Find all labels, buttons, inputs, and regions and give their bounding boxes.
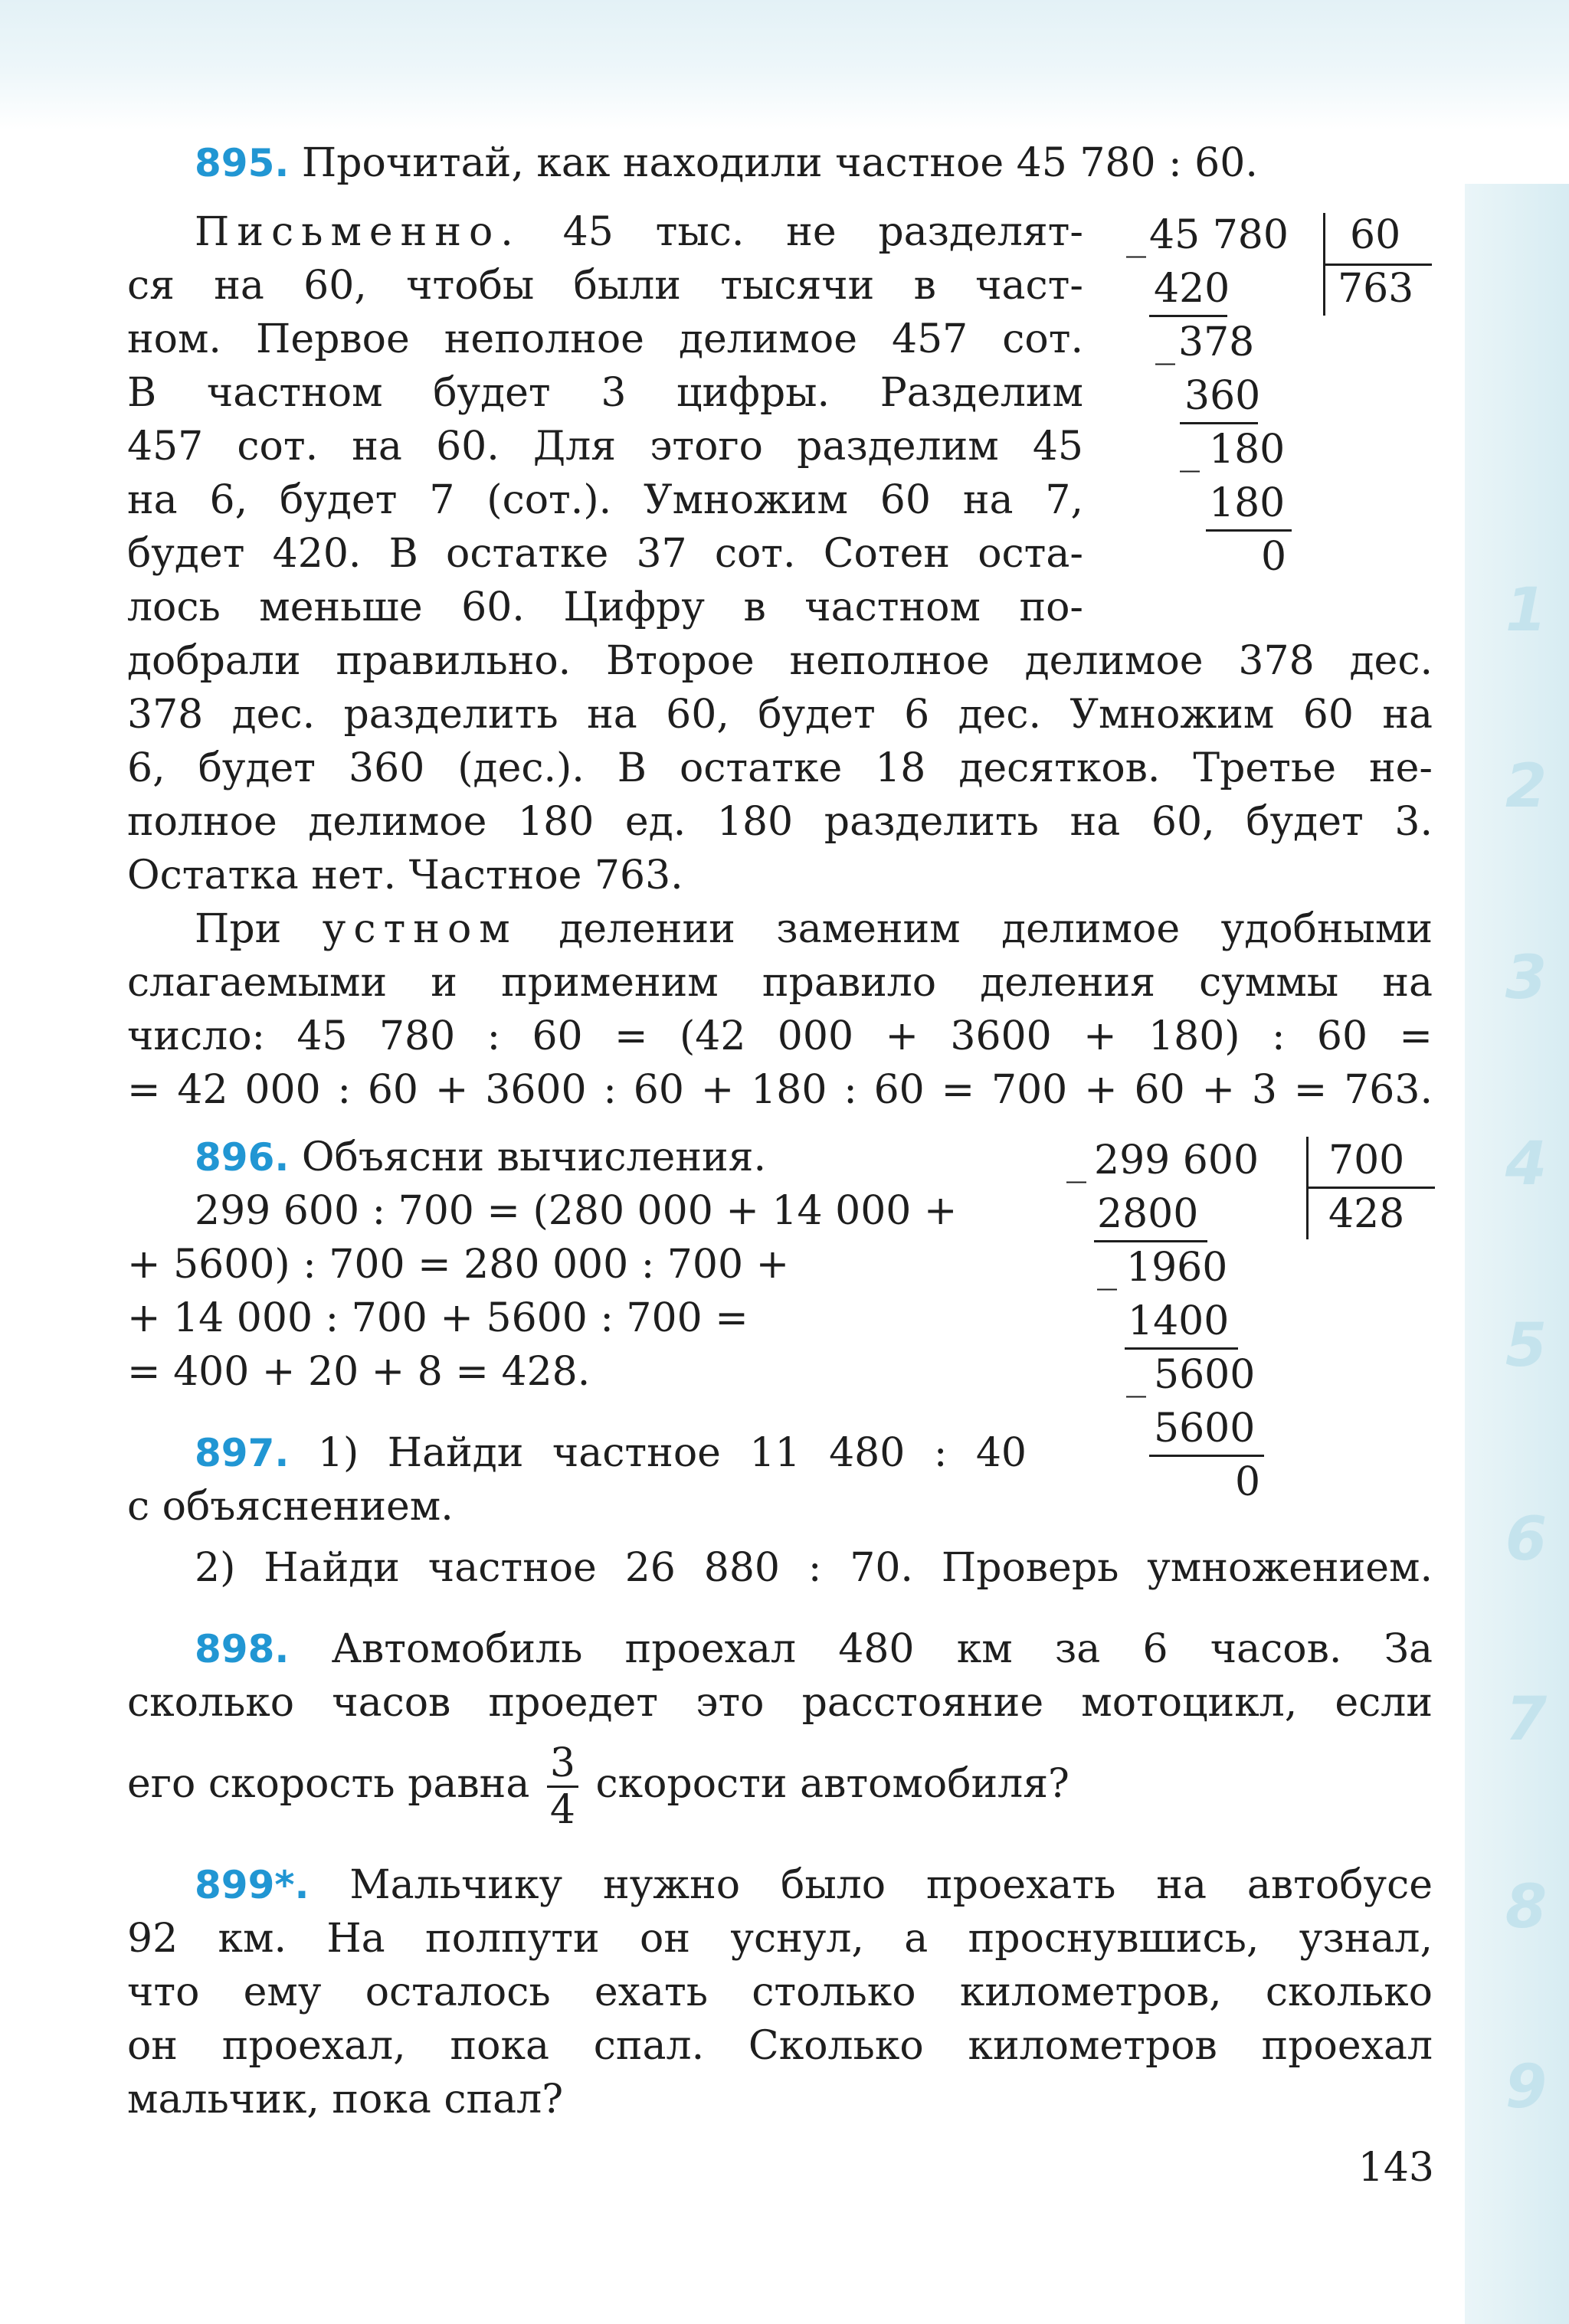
top-gradient-band bbox=[0, 0, 1569, 130]
exercise-895-line-9: добрали правильно. Второе неполное делимое 378 дес. bbox=[127, 638, 1433, 684]
chapter-tab-7: 7 bbox=[1505, 1685, 1548, 1754]
exercise-899-line-1-text: Мальчику нужно было проехать на автобусе bbox=[349, 1862, 1433, 1908]
exercise-898-number: 898. bbox=[195, 1627, 290, 1671]
exercise-898-line-3-pre: его скорость равна bbox=[127, 1761, 530, 1807]
division-895-divisor: 60 bbox=[1350, 212, 1401, 258]
division-895-sub-1: 420 bbox=[1154, 266, 1230, 312]
division-896-sub-1: 2800 bbox=[1097, 1191, 1199, 1237]
chapter-tab-9: 9 bbox=[1505, 2053, 1548, 2122]
exercise-895-line-6: на 6, будет 7 (сот.). Умножим 60 на 7, bbox=[127, 477, 1083, 523]
division-896-sub-2: 1400 bbox=[1128, 1298, 1230, 1344]
exercise-897-line-1 bbox=[195, 1426, 1027, 1480]
exercise-899-line-3: что ему осталось ехать столько километров, сколько bbox=[127, 1969, 1433, 2015]
exercise-896-line-3: + 14 000 : 700 + 5600 : 700 = bbox=[127, 1295, 748, 1341]
division-895-final-remainder: 0 bbox=[1261, 534, 1287, 580]
chapter-tab-3: 3 bbox=[1505, 944, 1548, 1013]
chapter-tab-6: 6 bbox=[1505, 1505, 1548, 1574]
fraction-three-quarters bbox=[547, 1741, 578, 1832]
exercise-898-line-2: сколько часов проедет это расстояние мотоцикл, если bbox=[127, 1680, 1433, 1726]
exercise-898-line-1-text: Автомобиль проехал 480 км за 6 часов. За bbox=[331, 1626, 1433, 1672]
division-896-remainder-2: 5600 bbox=[1154, 1352, 1256, 1398]
exercise-895-oral-line-2: слагаемыми и применим правило деления суммы на bbox=[127, 960, 1433, 1006]
division-895-sub-2: 360 bbox=[1184, 373, 1261, 419]
exercise-895-oral-line-1 bbox=[195, 902, 1433, 956]
division-895-dividend: 45 780 bbox=[1149, 212, 1289, 258]
exercise-897-line-1-text: 1) Найди частное 11 480 : 40 bbox=[317, 1430, 1027, 1476]
exercise-899-line-2: 92 км. На полпути он уснул, а проснувшись, узнал, bbox=[127, 1916, 1433, 1962]
exercise-896-line-1: 299 600 : 700 = (280 000 + 14 000 + bbox=[195, 1188, 958, 1234]
exercise-896-number: 896. bbox=[195, 1135, 290, 1180]
division-895-remainder-2: 180 bbox=[1209, 427, 1286, 473]
exercise-896-line-2: + 5600) : 700 = 280 000 : 700 + bbox=[127, 1242, 790, 1288]
chapter-side-strip bbox=[1465, 184, 1569, 2324]
exercise-899-line-1 bbox=[195, 1858, 1433, 1912]
division-896-minus-2: _ bbox=[1097, 1245, 1117, 1291]
exercise-899-line-5: мальчик, пока спал? bbox=[127, 2077, 564, 2123]
exercise-895-title-line bbox=[195, 136, 1433, 190]
exercise-897-number: 897. bbox=[195, 1431, 290, 1475]
exercise-898-line-3 bbox=[127, 1734, 1433, 1834]
chapter-tab-2: 2 bbox=[1505, 752, 1548, 821]
exercise-895-title: Прочитай, как находили частное 45 780 : 60. bbox=[301, 140, 1258, 186]
exercise-895-line-8: лось меньше 60. Цифру в частном по- bbox=[127, 584, 1083, 630]
fraction-numerator: 3 bbox=[547, 1741, 578, 1788]
oral-method-label: устном bbox=[322, 906, 518, 952]
division-896-divisor: 700 bbox=[1328, 1137, 1405, 1183]
exercise-898-line-3-post: скорости автомобиля? bbox=[595, 1761, 1069, 1807]
exercise-895-line-11: 6, будет 360 (дес.). В остатке 18 десятков. Третье не- bbox=[127, 745, 1433, 791]
division-895-minus-2: _ bbox=[1155, 319, 1175, 365]
exercise-896-line-4: = 400 + 20 + 8 = 428. bbox=[127, 1349, 591, 1395]
exercise-899-number: 899*. bbox=[195, 1863, 310, 1907]
chapter-tab-5: 5 bbox=[1505, 1311, 1548, 1380]
exercise-896-title: Объясни вычисления. bbox=[301, 1134, 766, 1180]
oral-post: делении заменим делимое удобными bbox=[558, 906, 1433, 952]
division-895-remainder-1: 378 bbox=[1178, 319, 1255, 365]
exercise-895-number: 895. bbox=[195, 141, 290, 185]
fraction-denominator: 4 bbox=[549, 1787, 575, 1833]
division-896-remainder-1: 1960 bbox=[1126, 1245, 1228, 1291]
division-895-minus-1: _ bbox=[1126, 212, 1146, 258]
division-896-minus-3: _ bbox=[1126, 1352, 1146, 1398]
division-896-minus-1: _ bbox=[1066, 1137, 1086, 1183]
exercise-897-line-2: с объяснением. bbox=[127, 1484, 454, 1530]
exercise-895-line-13: Остатка нет. Частное 763. bbox=[127, 853, 683, 899]
exercise-895-oral-line-3: число: 45 780 : 60 = (42 000 + 3600 + 180) : 60 = bbox=[127, 1013, 1433, 1059]
exercise-895-line-3: ном. Первое неполное делимое 457 сот. bbox=[127, 316, 1083, 362]
exercise-895-line-7: будет 420. В остатке 37 сот. Сотен оста- bbox=[127, 531, 1083, 577]
exercise-895-oral-line-4: = 42 000 : 60 + 3600 : 60 + 180 : 60 = 700 + 60 + 3 = 763. bbox=[127, 1067, 1433, 1113]
chapter-tab-8: 8 bbox=[1505, 1873, 1548, 1942]
exercise-895-line-1-text: 45 тыс. не разделят- bbox=[562, 209, 1083, 255]
exercise-895-line-10: 378 дес. разделить на 60, будет 6 дес. Умножим 60 на bbox=[127, 692, 1433, 738]
chapter-tab-1: 1 bbox=[1505, 576, 1548, 645]
page-number: 143 bbox=[1358, 2145, 1434, 2191]
exercise-897-line-3: 2) Найди частное 26 880 : 70. Проверь умножением. bbox=[195, 1545, 1433, 1591]
division-895-minus-3: _ bbox=[1180, 427, 1200, 473]
chapter-tab-4: 4 bbox=[1505, 1130, 1548, 1199]
division-896-sub-3: 5600 bbox=[1154, 1406, 1256, 1452]
exercise-895-line-1 bbox=[195, 205, 1083, 259]
exercise-895-line-12: полное делимое 180 ед. 180 разделить на 60, будет 3. bbox=[127, 799, 1433, 845]
division-895-quotient: 763 bbox=[1338, 266, 1414, 312]
exercise-898-line-1 bbox=[195, 1622, 1433, 1676]
exercise-895-line-4: В частном будет 3 цифры. Разделим bbox=[127, 370, 1083, 416]
division-895-sub-3: 180 bbox=[1209, 480, 1286, 526]
division-896-dividend: 299 600 bbox=[1094, 1137, 1259, 1183]
exercise-895-line-5: 457 сот. на 60. Для этого разделим 45 bbox=[127, 424, 1083, 470]
written-method-label: Письменно. bbox=[195, 209, 521, 255]
exercise-899-line-4: он проехал, пока спал. Сколько километров проехал bbox=[127, 2023, 1433, 2069]
division-896-final-remainder: 0 bbox=[1235, 1459, 1261, 1505]
oral-pre: При bbox=[195, 906, 282, 952]
division-896-quotient: 428 bbox=[1328, 1191, 1405, 1237]
exercise-896-title-line bbox=[195, 1131, 1037, 1184]
exercise-895-line-2: ся на 60, чтобы были тысячи в част- bbox=[127, 263, 1083, 309]
